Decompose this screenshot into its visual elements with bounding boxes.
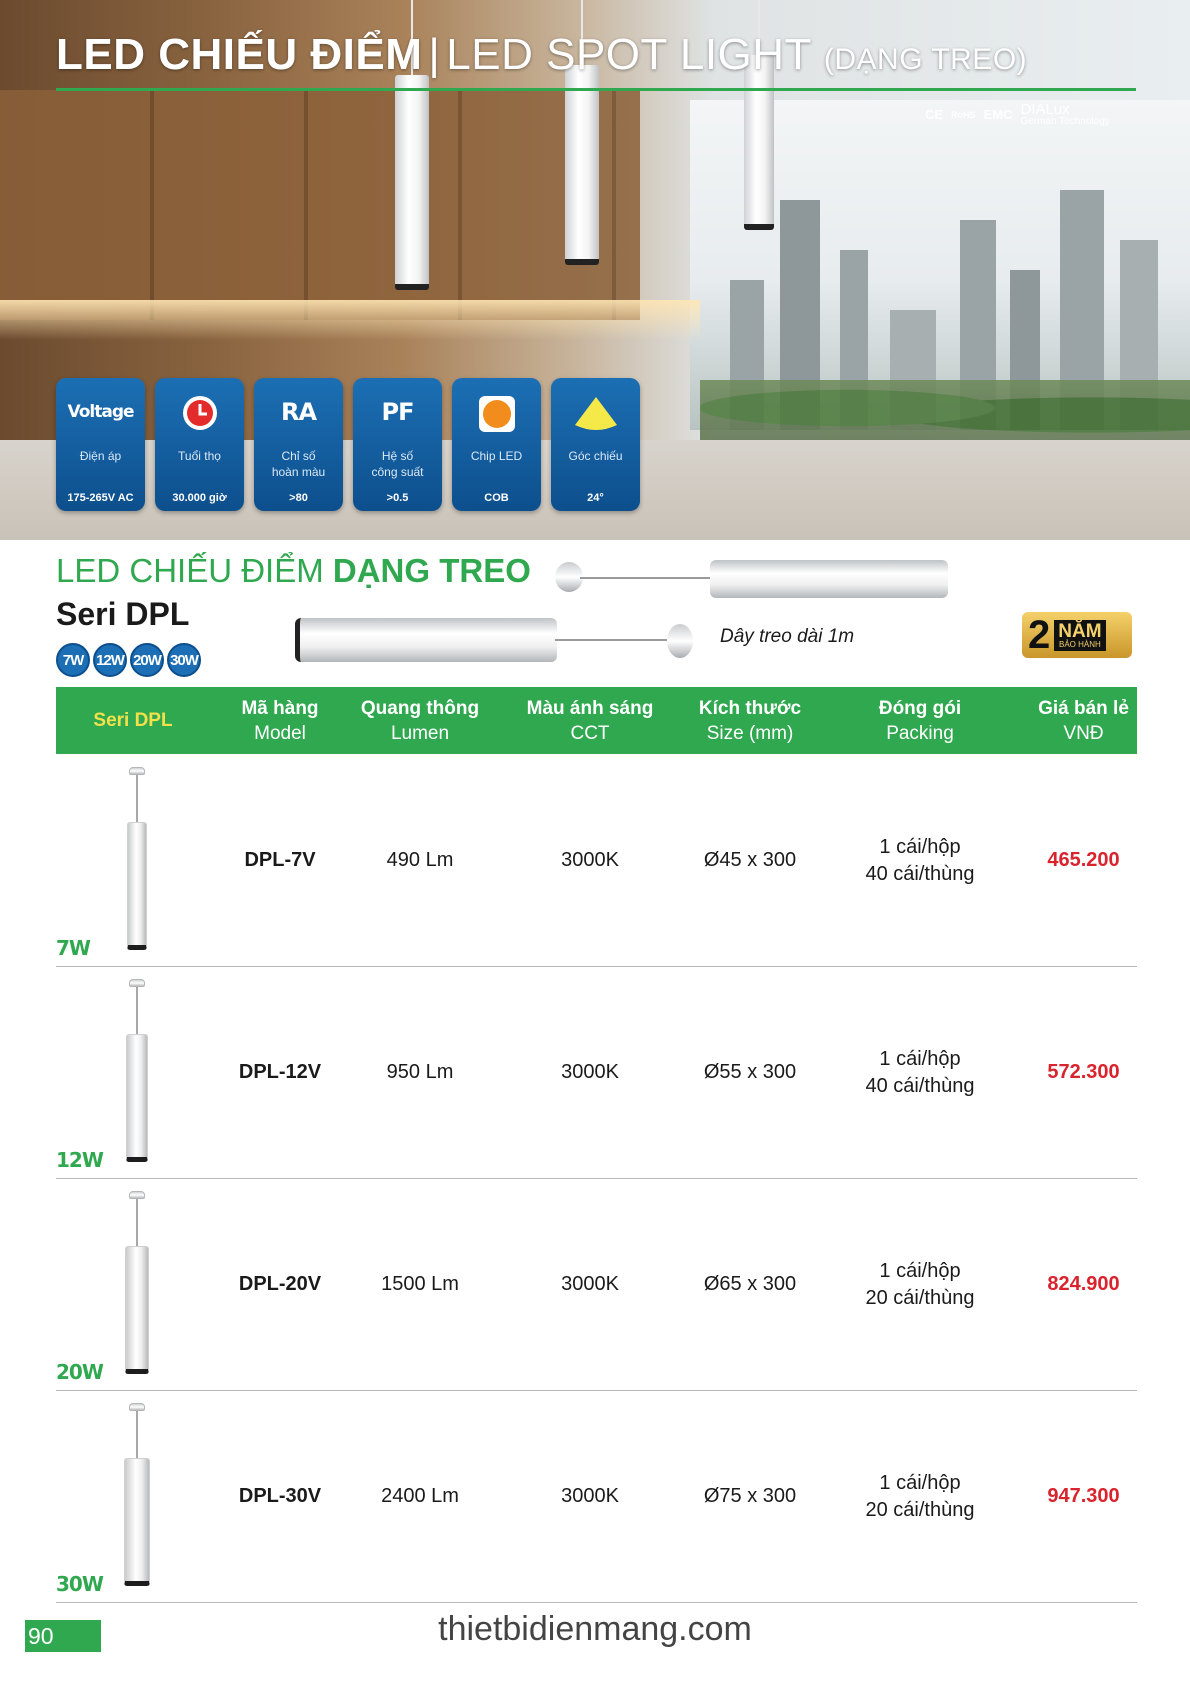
size-cell: Ø55 x 300 [703,1061,797,1083]
wattage-label: 12W [56,1148,103,1172]
spec-value: COB [484,492,509,504]
column-header-cct: Màu ánh sáng CCT [526,697,654,744]
price-cell: 947.300 [1047,1485,1120,1507]
product-image-upper [550,560,950,600]
spec-value: 30.000 giờ [172,492,227,504]
lumen-cell: 1500 Lm [381,1273,459,1295]
packing-cell: 1 cái/hộp 40 cái/thùng [865,835,975,885]
watt-badge: 30W [167,643,201,677]
model-cell: DPL-12V [238,1061,322,1083]
watt-badges [56,643,201,677]
packing-cell: 1 cái/hộp 40 cái/thùng [865,1047,975,1097]
table-row [56,967,1137,1179]
packing-cell: 1 cái/hộp 20 cái/thùng [865,1259,975,1309]
column-header-model: Mã hàng Model [241,697,319,744]
size-cell: Ø45 x 300 [703,849,797,871]
series-name: Seri DPL [56,596,190,632]
title-divider [56,88,1136,91]
dialux-logo: DIALux German Technology [1020,101,1110,127]
table-row [56,1391,1137,1603]
cct-cell: 3000K [561,1061,619,1083]
lumen-cell: 950 Lm [386,1061,454,1083]
cct-cell: 3000K [561,849,619,871]
table-row [56,1179,1137,1391]
certification-logos [925,102,1110,127]
chip-icon [478,395,516,438]
price-cell: 824.900 [1047,1273,1120,1295]
model-cell: DPL-7V [244,849,316,871]
spec-caption: Hệ số công suất [371,449,424,479]
cct-cell: 3000K [561,1273,619,1295]
warranty-badge: 2 NĂM BẢO HÀNH [1022,612,1132,658]
column-header-series: Seri DPL [93,710,173,731]
beam-angle-icon [573,395,619,438]
hero-banner [0,0,1190,540]
product-image-lower [295,618,700,664]
table-row [56,755,1137,967]
spec-value: 24° [587,492,604,504]
kitchen-cabinets-image [0,90,640,320]
size-cell: Ø65 x 300 [703,1273,797,1295]
spec-card-voltage [56,378,145,511]
emc-mark: EMC [983,107,1013,122]
model-cell: DPL-20V [238,1273,322,1295]
page-number: 90 [25,1620,101,1652]
price-cell: 465.200 [1047,849,1120,871]
clock-icon [182,395,218,436]
rohs-mark: RoHS [951,109,976,120]
pf-label: PF [381,398,414,426]
spec-card-lifetime [155,378,244,511]
cct-cell: 3000K [561,1485,619,1507]
spec-value: 175-265V AC [67,492,134,504]
spec-caption: Chip LED [470,449,523,463]
page-title: LED CHIẾU ĐIỂM | LED SPOT LIGHT (DẠNG TREO) [56,30,1028,79]
section-title: LED CHIẾU ĐIỂM DẠNG TREO [56,552,531,589]
spec-cards [56,378,640,511]
price-cell: 572.300 [1047,1061,1120,1083]
wattage-label: 30W [56,1572,103,1596]
wattage-label: 7W [56,936,90,960]
model-cell: DPL-30V [238,1485,322,1507]
spec-caption: Góc chiếu [568,449,623,463]
spec-card-ra [254,378,343,511]
spec-caption: Tuổi thọ [178,449,221,463]
spec-card-pf [353,378,442,511]
spec-value: >0.5 [386,492,409,504]
spec-value: >80 [289,492,308,504]
watt-badge: 12W [93,643,127,677]
size-cell: Ø75 x 300 [703,1485,797,1507]
wattage-label: 20W [56,1360,103,1384]
cable-length-note: Dây treo dài 1m [720,626,855,647]
column-header-lumen: Quang thông Lumen [360,697,480,744]
watt-badge: 20W [130,643,164,677]
column-header-price: Giá bán lẻ VNĐ [1038,697,1129,744]
column-header-packing: Đóng gói Packing [878,697,962,744]
spec-card-chip [452,378,541,511]
column-header-size: Kích thước Size (mm) [698,697,802,744]
spec-card-beam-angle [551,378,640,511]
lumen-cell: 490 Lm [386,849,454,871]
spec-caption: Điện áp [79,449,122,463]
lumen-cell: 2400 Lm [381,1485,459,1507]
table-header [56,687,1137,754]
ce-mark: CE [925,107,944,122]
ra-label: RA [280,398,317,426]
watt-badge: 7W [56,643,90,677]
packing-cell: 1 cái/hộp 20 cái/thùng [865,1471,975,1521]
voltage-label: Voltage [67,402,134,422]
website-url: thietbidienmang.com [438,1610,752,1648]
spec-caption: Chỉ số hoàn màu [271,449,326,479]
